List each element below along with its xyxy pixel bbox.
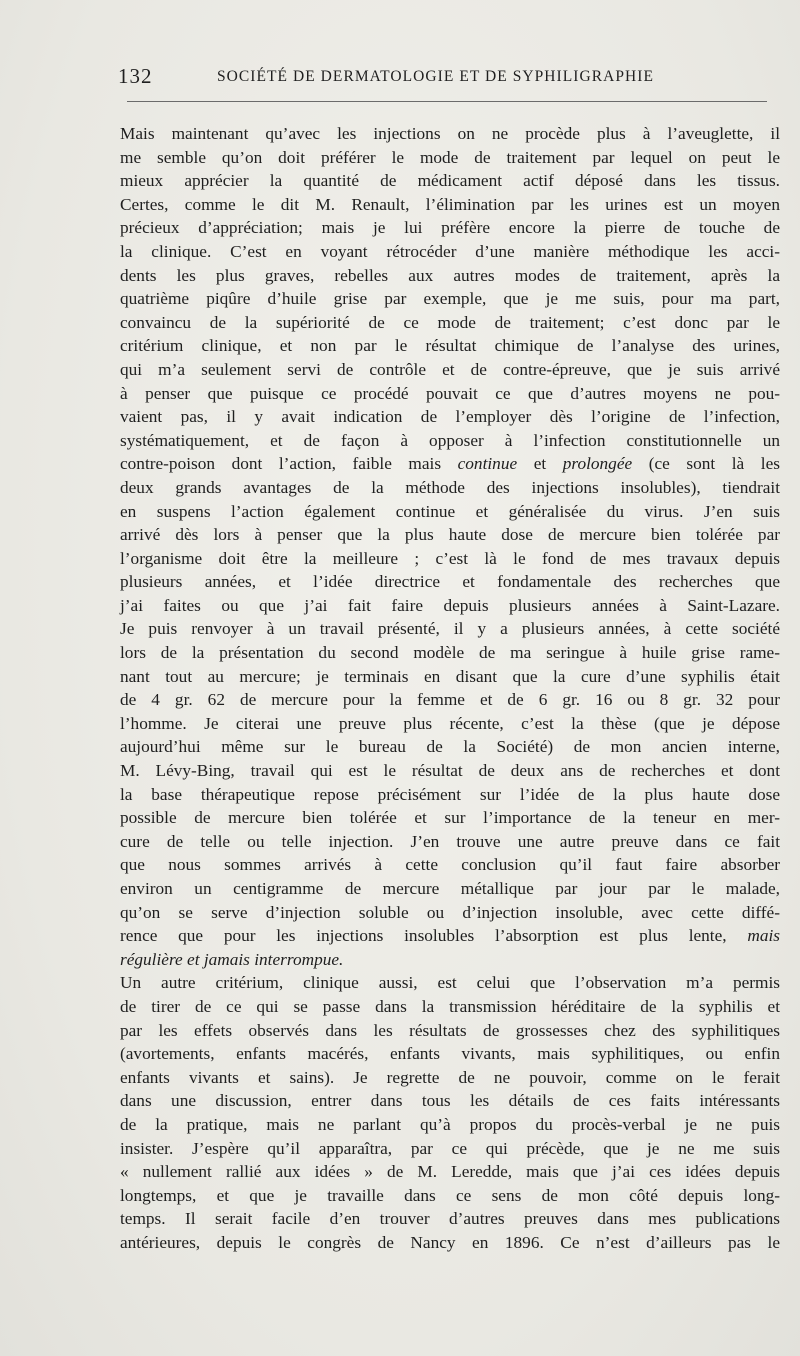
italic-run: mais	[747, 926, 780, 946]
text-line: dans une discussion, entrer dans tous les détails de ces faits intéressants	[120, 1091, 780, 1111]
text-run: (ce sont là les	[632, 454, 780, 474]
text-line: « nullement rallié aux idées » de M. Leredde, mais que j’ai ces idées depuis	[120, 1162, 780, 1182]
text-line: aujourd’hui même sur le bureau de la Société) de mon ancien interne,	[120, 737, 780, 757]
text-line-mixed	[120, 924, 780, 948]
text-line: plusieurs années, et l’idée directrice et fondamentale des recherches que	[120, 572, 780, 592]
text-line: me semble qu’on doit préférer le mode de traitement par lequel on peut le	[120, 147, 780, 167]
text-line: critérium clinique, et non par le résultat chimique de l’analyse des urines,	[120, 336, 780, 356]
text-line: possible de mercure bien tolérée et sur l’importance de la teneur en mer-	[120, 808, 780, 828]
text-line: M. Lévy-Bing, travail qui est le résultat de deux ans de recherches et dont	[120, 761, 780, 781]
text-line: systématiquement, et de façon à opposer à l’infection constitutionnelle un	[120, 430, 780, 450]
text-line: environ un centigramme de mercure métallique par jour par le malade,	[120, 879, 780, 898]
text-run: rence que pour les injections insolubles l’absorption est plus lente,	[120, 926, 748, 946]
header-rule	[127, 101, 767, 102]
text-line: à penser que puisque ce procédé pouvait ce que d’autres moyens ne pou-	[120, 383, 780, 403]
text-line: cure de telle ou telle injection. J’en trouve une autre preuve dans ce fait	[120, 831, 780, 851]
text-line: de 4 gr. 62 de mercure pour la femme et de 6 gr. 16 ou 8 gr. 32 pour	[120, 690, 780, 710]
text-line: temps. Il serait facile d’en trouver d’autres preuves dans mes publications	[120, 1209, 780, 1229]
text-line: l’organisme doit être la meilleure ; c’est là le fond de mes travaux depuis	[120, 548, 780, 568]
text-line: longtemps, et que je travaille dans ce sens de mon côté depuis long-	[120, 1185, 780, 1205]
journal-title: SOCIÉTÉ DE DERMATOLOGIE ET DE SYPHILIGRAPHIE	[217, 68, 654, 85]
text-line: enfants vivants et sains). Je regrette de ne pouvoir, comme on le ferait	[120, 1067, 780, 1087]
text-line: j’ai faites ou que j’ai fait faire depuis plusieurs années à Saint-Lazare.	[120, 595, 780, 615]
text-line: nant tout au mercure; je terminais en disant que la cure d’une syphilis était	[120, 666, 780, 686]
text-line: que nous sommes arrivés à cette conclusion qu’il faut faire absorber	[120, 855, 780, 875]
page-number: 132	[118, 64, 153, 88]
text-line: insister. J’espère qu’il apparaîtra, par ce qui précède, que je ne me suis	[120, 1138, 780, 1158]
text-line: deux grands avantages de la méthode des injections insolubles), tiendrait	[120, 477, 780, 497]
text-line: Certes, comme le dit M. Renault, l’élimination par les urines est un moyen	[120, 194, 780, 214]
text-line: quatrième piqûre d’huile grise par exemple, que je me suis, pour ma part,	[120, 289, 780, 309]
text-line: en suspens l’action également continue et généralisée du virus. J’en suis	[120, 501, 780, 521]
running-head	[118, 64, 768, 94]
text-line: Je puis renvoyer à un travail présenté, il y a plusieurs années, à cette société	[120, 619, 780, 639]
text-line: par les effets observés dans les résultats de grossesses chez des syphilitiques	[120, 1020, 780, 1040]
text-line: dents les plus graves, rebelles aux autres modes de traitement, après la	[120, 265, 780, 285]
body-text	[120, 122, 780, 1255]
text-line: arrivé dès lors à penser que la plus haute dose de mercure bien tolérée par	[120, 525, 780, 545]
text-line: mieux apprécier la quantité de médicament actif déposé dans les tissus.	[120, 171, 780, 191]
text-line: qui m’a seulement servi de contrôle et de contre-épreuve, que je suis arrivé	[120, 359, 780, 379]
italic-line: régulière et jamais interrompue.	[120, 949, 344, 969]
text-run: et	[517, 454, 563, 474]
text-line: de tirer de ce qui se passe dans la transmission héréditaire de la syphilis et	[120, 996, 780, 1016]
italic-run: prolongée	[562, 454, 633, 474]
text-line: qu’on se serve d’injection soluble ou d’injection insoluble, avec cette diffé-	[120, 902, 780, 922]
text-line: de la pratique, mais ne parlant qu’à propos du procès-verbal je ne puis	[120, 1114, 780, 1134]
text-line: lors de la présentation du second modèle de ma seringue à huile grise rame-	[120, 643, 780, 663]
text-line: antérieures, depuis le congrès de Nancy en 1896. Ce n’est d’ailleurs pas le	[120, 1232, 780, 1252]
text-line: (avortements, enfants macérés, enfants vivants, mais syphilitiques, ou enfin	[120, 1044, 780, 1064]
italic-run: continue	[457, 454, 518, 474]
text-line: Un autre critérium, clinique aussi, est celui que l’observation m’a permis	[120, 973, 780, 993]
text-line: précieux d’appréciation; mais je lui préfère encore la pierre de touche de	[120, 218, 780, 238]
text-line: la clinique. C’est en voyant rétrocéder d’une manière méthodique les acci-	[120, 241, 780, 261]
text-line: vaient pas, il y avait indication de l’employer dès l’origine de l’infection,	[120, 407, 780, 427]
text-run: contre-poison dont l’action, faible mais	[120, 454, 458, 474]
text-line-mixed	[120, 452, 780, 476]
text-line: l’homme. Je citerai une preuve plus récente, c’est la thèse (que je dépose	[120, 713, 780, 733]
text-line: convaincu de la supériorité de ce mode de traitement; c’est donc par le	[120, 312, 780, 332]
text-line: la base thérapeutique repose précisément sur l’idée de la plus haute dose	[120, 784, 780, 804]
text-line: Mais maintenant qu’avec les injections on ne procède plus à l’aveuglette, il	[120, 124, 780, 143]
